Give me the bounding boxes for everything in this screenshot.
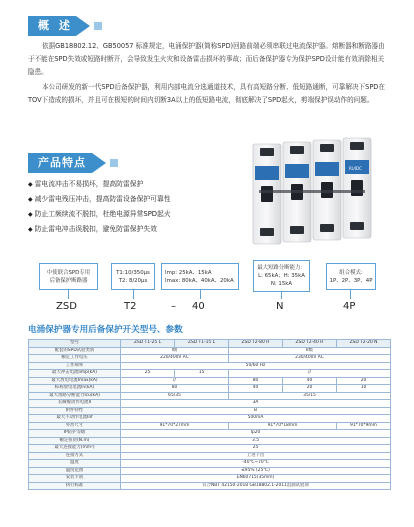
table-cell: 220/400V AC bbox=[121, 355, 229, 363]
table-cell: 3.5 bbox=[121, 437, 391, 445]
table-cell: 80 bbox=[229, 377, 283, 385]
table-row-label: IP防护等级 bbox=[29, 430, 121, 438]
table-row bbox=[29, 430, 391, 438]
overview-paragraph-2: 本公司研发的新一代SPD后备保护器，利用内部电流分选通道技术，具有高短路分断、低短路通断，可靠解决下SPD在TOV下造成的损坏，并且可在极短的时间内切断3A以上的低短路电流，彻底解决了SPD起火，剪端保护误动作的问题。 bbox=[28, 83, 385, 104]
table-cell: 10 bbox=[337, 385, 391, 393]
code-connector bbox=[200, 290, 201, 299]
table-cell: 3A bbox=[121, 400, 391, 408]
table-cell: 65/35 bbox=[121, 392, 229, 400]
table-row bbox=[29, 392, 391, 400]
code-connector bbox=[68, 290, 69, 299]
table-row-label: 温度 bbox=[29, 460, 121, 468]
table-row-label: 标称放电电流In(kA) bbox=[29, 385, 121, 393]
table-header-row bbox=[29, 340, 391, 348]
code-box-type bbox=[39, 263, 98, 290]
feature-item: ◆ 雷电流冲击不易损坏，提高防雷保护 bbox=[28, 177, 171, 192]
table-row-label: 最大放电电流Imax(kA) bbox=[29, 377, 121, 385]
table-row bbox=[29, 422, 391, 430]
code-box-line: 中使联合SPD专用 bbox=[46, 269, 91, 276]
table-cell: B bbox=[121, 407, 391, 415]
table-cell: I级 bbox=[121, 347, 229, 355]
code-box-line: T2: 8/20μs bbox=[118, 277, 148, 284]
feature-item: ◆ 防止工频续流不脱扣，杜绝电源异常SPD起火 bbox=[28, 207, 171, 222]
code-box-line: 组合模式: bbox=[339, 269, 363, 276]
table-cell: 20 bbox=[337, 377, 391, 385]
table-cell: 15 bbox=[175, 370, 229, 378]
table-row bbox=[29, 400, 391, 408]
table-row-label: 最大短路分断能力Icu(kA) bbox=[29, 392, 121, 400]
table-row bbox=[29, 482, 391, 490]
table-row-label: 配套的SPD试验类别 bbox=[29, 347, 121, 355]
code-box-breaking bbox=[253, 260, 310, 292]
breaker-poles bbox=[253, 138, 371, 244]
table-row bbox=[29, 370, 391, 378]
feature-list bbox=[28, 177, 171, 237]
code-connector bbox=[133, 290, 134, 299]
table-cell: 35/15 bbox=[229, 392, 391, 400]
table-row-label: 长瞬脱动作电流II bbox=[29, 400, 121, 408]
table-cell: 上进下出 bbox=[121, 452, 391, 460]
code-box-line: 1P、2P、3P、4P bbox=[329, 277, 373, 284]
code-box-line: L: 65kA；H: 35kA bbox=[258, 273, 305, 279]
table-row bbox=[29, 415, 391, 423]
table-row bbox=[29, 460, 391, 468]
code-box-poles bbox=[326, 263, 376, 290]
code-part-current: 40 bbox=[192, 301, 205, 312]
table-row bbox=[29, 407, 391, 415]
table-row-label: 最大连接能力(mm²) bbox=[29, 445, 121, 453]
table-header-cell: ZSD T2-20 N bbox=[337, 340, 391, 348]
table-row-label: 工作频率 bbox=[29, 362, 121, 370]
table-cell: 230/400V AC bbox=[229, 355, 391, 363]
table-cell: EN60715(35mm) bbox=[121, 475, 391, 483]
table-row bbox=[29, 452, 391, 460]
table-row-label: 温度范围 bbox=[29, 467, 121, 475]
code-part-poles: 4P bbox=[343, 301, 356, 312]
code-part-dash: – bbox=[171, 301, 176, 312]
table-cell: 50/60 Hz bbox=[121, 362, 391, 370]
table-header-cell: ZSD T1-15 L bbox=[175, 340, 229, 348]
table-cell: Ip20 bbox=[121, 430, 391, 438]
overview-heading bbox=[28, 16, 76, 36]
spec-table bbox=[28, 339, 391, 490]
table-cell: 40 bbox=[229, 385, 283, 393]
table-row-label: 执行标准 bbox=[29, 482, 121, 490]
table-row bbox=[29, 355, 391, 363]
code-connector bbox=[281, 292, 282, 299]
table-cell: ≤95% (25℃) bbox=[121, 467, 391, 475]
decor-square bbox=[94, 22, 102, 30]
table-row bbox=[29, 377, 391, 385]
table-row-label: 最大冲击电流Iimp(kA) bbox=[29, 370, 121, 378]
table-row bbox=[29, 362, 391, 370]
code-box-line: N: 15kA bbox=[270, 281, 293, 287]
table-row bbox=[29, 385, 391, 393]
features-heading bbox=[28, 153, 92, 173]
table-cell: 80 bbox=[121, 385, 229, 393]
table-cell: 20 bbox=[283, 385, 337, 393]
table-row-label: 连接方式 bbox=[29, 452, 121, 460]
table-cell: 91*70*18mm bbox=[229, 422, 337, 430]
table-row-label: 附件特性 bbox=[29, 407, 121, 415]
table-header-cell: ZSD T2-40 H bbox=[283, 340, 337, 348]
feature-item: ◆ 防止雷电冲击误脱扣，避免防雷保护失效 bbox=[28, 222, 171, 237]
table-row-label: 额定扭矩(N.m) bbox=[29, 437, 121, 445]
table-row bbox=[29, 437, 391, 445]
feature-item: ◆ 减少雷电残压冲击，提高防雷设备保护可靠性 bbox=[28, 192, 171, 207]
code-box-line: Imp: 25kA、15kA bbox=[165, 269, 212, 276]
table-cell: II级 bbox=[229, 347, 391, 355]
code-box-test-class bbox=[111, 263, 155, 290]
table-row bbox=[29, 445, 391, 453]
table-cell: 91*70*9mm bbox=[337, 422, 391, 430]
breaker-brand-mark: RUIDC bbox=[349, 166, 362, 171]
table-row-label: 额定工作电压 bbox=[29, 355, 121, 363]
code-box-line: Imax: 80kA、40kA、20kA bbox=[165, 277, 234, 284]
decor-square bbox=[110, 159, 118, 167]
code-part-class: T2 bbox=[124, 301, 137, 312]
table-cell: 25 bbox=[121, 370, 175, 378]
table-cell: -40℃~70℃ bbox=[121, 460, 391, 468]
overview-text bbox=[28, 40, 388, 107]
table-cell: // bbox=[121, 377, 229, 385]
table-row bbox=[29, 467, 391, 475]
overview-paragraph-1: 依据GB18802.12、GB50057 标准规定，电涌保护器(简称SPD)回路前端必须串联过电流保护器。熔断器和断路器由于不能在SPD失效或短路时断开，会导致发生火灾和设备雷击损坏的事故；而后备保护器专为保护SPD设计能有效消除相关隐患。 bbox=[28, 42, 385, 76]
table-row-label: 最大不动作电流Inf bbox=[29, 415, 121, 423]
code-part-series: ZSD bbox=[56, 301, 77, 312]
table-cell: 500mA bbox=[121, 415, 391, 423]
code-box-current bbox=[161, 263, 239, 290]
table-row bbox=[29, 475, 391, 483]
table-header-cell: 型号 bbox=[29, 340, 121, 348]
code-box-line: 后备保护断路器 bbox=[49, 277, 88, 284]
table-header-cell: ZSD T1-25 L bbox=[121, 340, 175, 348]
table-header-cell: ZSD T2-80 H bbox=[229, 340, 283, 348]
spec-table-title: 电涌保护器专用后备保护开关型号、参数 bbox=[28, 325, 183, 335]
table-cell: // bbox=[229, 370, 391, 378]
table-row-label: 外形尺寸 bbox=[29, 422, 121, 430]
overview-title: 概 述 bbox=[38, 19, 73, 32]
table-cell: 符合NBT 42150-2018 GB18802.1-2011浪涌试验项 bbox=[121, 482, 391, 490]
table-row bbox=[29, 347, 391, 355]
breaker-product-image bbox=[247, 132, 379, 250]
table-cell: 25 bbox=[121, 445, 391, 453]
code-connector bbox=[350, 290, 351, 299]
code-part-breaking: N bbox=[276, 301, 284, 312]
code-box-line: T1:10/350μs bbox=[116, 269, 150, 276]
features-title: 产品特点 bbox=[38, 156, 86, 169]
code-box-line: 最大短路分断能力： bbox=[257, 265, 306, 271]
table-row-label: 安装卡轨 bbox=[29, 475, 121, 483]
table-cell: 40 bbox=[283, 377, 337, 385]
table-cell: 91*70*27mm bbox=[121, 422, 229, 430]
